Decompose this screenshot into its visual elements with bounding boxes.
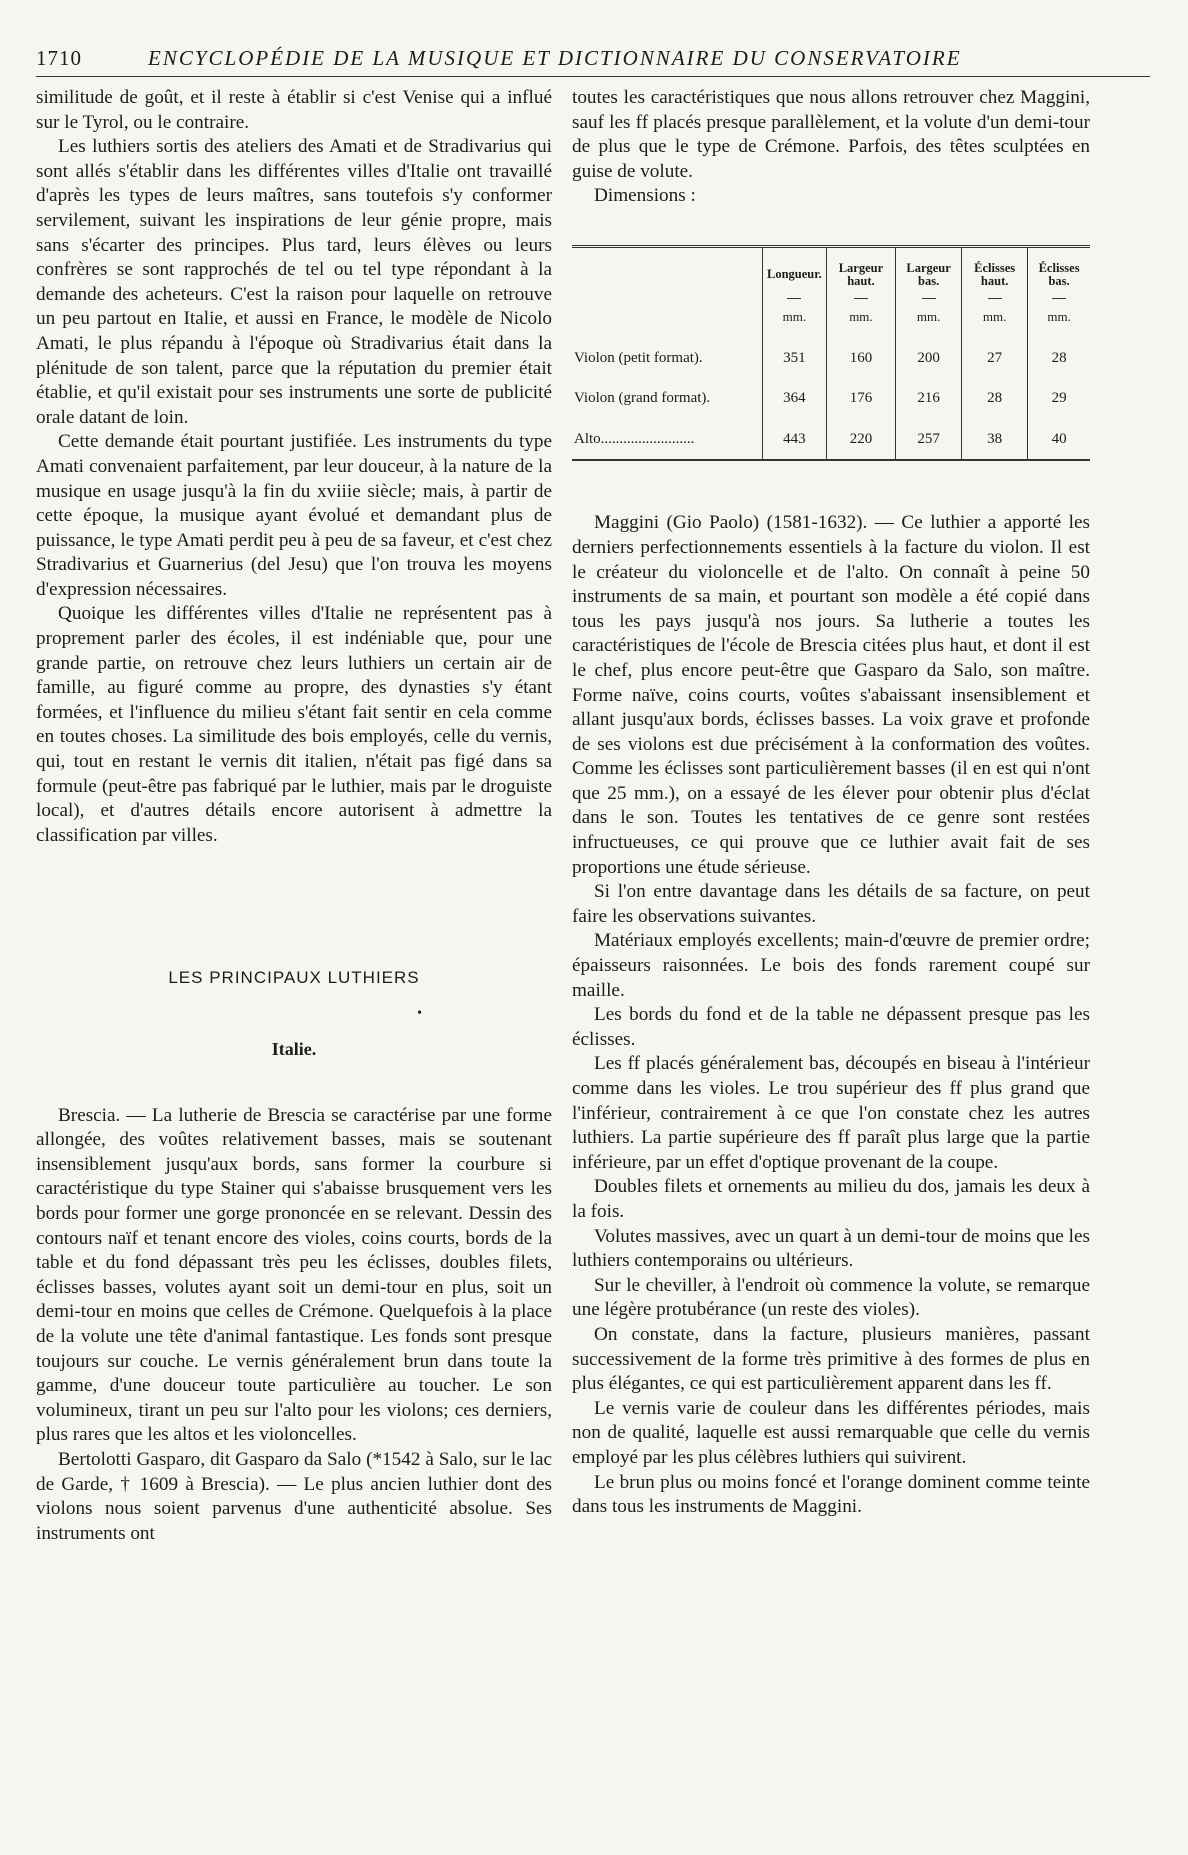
table-header-row — [572, 246, 1090, 292]
paragraph: Les bords du fond et de la table ne dépassent presque pas les éclisses. — [572, 1004, 1090, 1050]
unit-label: mm. — [1047, 308, 1071, 324]
row-label: Violon (petit format). — [574, 349, 703, 366]
paragraph: Les ff placés généralement bas, découpés en biseau à l'intérieur comme dans les violes. Le trou supérieur des ff plus grand que l'inférieur, contrairement à ce que l'on constate chez les autres luthiers. La partie supérieure des ff paraît plus large que la partie inférieure, par un effet d'optique provenant de la coupe. — [572, 1053, 1090, 1173]
page-number: 1710 — [36, 46, 82, 70]
table-cell: 443 — [763, 419, 827, 461]
paragraph: Brescia. — La lutherie de Brescia se caractérise par une forme allongée, des voûtes relativement basses, mais se soutenant insensiblement jusqu'aux bords, sans former la courbure si caractéristique du type Stainer qui s'abaisse brusquement vers les bords pour former une gorge prononcée en se relevant. Dessin des contours naïf et tenant encore des violes, coins courts, bords de la table et du fond dépassant très peu les éclisses, doubles filets, éclisses basses, volutes ayant soit un demi-tour en plus, soit un demi-tour en moins que celles de Crémone. Quelquefois à la place de la volute une tête d'animal fantastique. Les fonds sont presque toujours sur couche. Le vernis généralement brun dans toute la gamme, d'une douceur toute particulière au toucher. Le son volumineux, tirant un peu sur l'alto pour les violons; ces derniers, plus rares que les altos et les violoncelles. — [36, 1104, 552, 1446]
paragraph: Cette demande était pourtant justifiée. Les instruments du type Amati convenaient parfaitement, par leur douceur, à la nature de la musique en usage jusqu'à la fin du xviiie siècle; mais, à partir de cette époque, la musique ayant évolué et demandant plus de puissance, le type Amati perdit peu à peu de sa faveur, et c'est chez Stradivarius et Guarnerius (del Jesu) que l'on trouva les moyens d'expression nécessaires. — [36, 431, 552, 600]
table-cell — [826, 292, 895, 338]
table-cell: 351 — [763, 338, 827, 379]
table-header-cell: Éclisses haut. — [962, 246, 1028, 292]
table-header-cell: Largeur haut. — [826, 246, 895, 292]
table-cell: 29 — [1028, 378, 1090, 419]
table-cell: 200 — [896, 338, 962, 379]
running-title: ENCYCLOPÉDIE DE LA MUSIQUE ET DICTIONNAIRE DU CONSERVATOIRE — [148, 46, 962, 70]
unit-label: mm. — [916, 308, 941, 324]
paragraph: Sur le cheviller, à l'endroit où commence la volute, se remarque une légère protubérance (un reste des violes). — [572, 1274, 1090, 1321]
unit-label: mm. — [782, 308, 807, 324]
table-cell: 257 — [896, 419, 962, 461]
paragraph: toutes les caractéristiques que nous allons retrouver chez Maggini, sauf les ff placés presque parallèlement, et la volute d'un demi-tour de plus que le type de Crémone. Parfois, des têtes sculptées en guise de volute. — [572, 87, 1090, 182]
unit-label: mm. — [849, 308, 873, 324]
table-cell: 38 — [962, 419, 1028, 461]
row-label: Alto......................... — [574, 430, 695, 447]
table-row — [572, 419, 1090, 461]
table-cell: 160 — [826, 338, 895, 379]
paragraph: Les luthiers sortis des ateliers des Amati et de Stradivarius qui sont allés s'établir dans les différentes villes d'Italie ont travaillé d'après les types de leurs maîtres, sans toutefois s'y conformer servilement, suivant les inspirations de leur génie propre, mais sans s'écarter des principes. Plus tard, leurs élèves ou leurs confrères se sont rapprochés de tel ou tel type répondant à la demande des acheteurs. C'est la raison pour laquelle on retrouve un peu partout en Italie, et aussi en France, le modèle de Nicolo Amati, le plus répandu à l'époque où Stradivarius était dans la plénitude de son talent, parce que la réputation du premier était établie, et qu'il existait pour ses instruments une sorte de publicité orale datant de loin. — [36, 136, 552, 428]
table-cell: 28 — [962, 378, 1028, 419]
table-cell — [962, 292, 1028, 338]
table-header-cell: Largeur bas. — [896, 246, 962, 292]
dimensions-label: Dimensions : — [594, 185, 696, 207]
table-header-cell: Longueur. — [763, 246, 827, 292]
table-header-blank — [572, 246, 763, 292]
table-cell: 28 — [1028, 338, 1090, 379]
paragraph: Le brun plus ou moins foncé et l'orange dominent comme teinte dans tous les instruments de Maggini. — [572, 1471, 1090, 1518]
table-header-cell: Éclisses bas. — [1028, 246, 1090, 292]
paragraph: On constate, dans la facture, plusieurs manières, passant successivement de la forme très primitive à des formes de plus en plus élégantes, ce qui est particulièrement apparent dans les ff. — [572, 1323, 1090, 1395]
table-units-row — [572, 292, 1090, 338]
table-cell: 40 — [1028, 419, 1090, 461]
paragraph: Maggini (Gio Paolo) (1581-1632). — Ce luthier a apporté les derniers perfectionnements essentiels à la facture du violon. Il est le créateur du violoncelle et de l'alto. On connaît à peine 50 instruments de sa main, et pourtant son modèle a été copié dans tous les pays jusqu'à nos jours. Sa lutherie a toutes les caractéristiques de l'école de Brescia citées plus haut, et dont il est le chef, plus encore peut-être que Gasparo da Salo, son maître. Forme naïve, coins courts, voûtes s'abaissant insensiblement et allant jusqu'aux bords, éclisses basses. La voix grave et profonde de ses violons est due précisément à la conformation des voûtes. Comme les éclisses sont particulièrement basses (il en est qui n'ont que 25 mm.), on a essayé de les élever pour obtenir plus d'éclat dans le son. Toutes les tentatives de ce genre sont restées infructueuses, ce qui prouve que ce luthier avait fait de ses proportions une étude sérieuse. — [572, 512, 1090, 878]
maggini-section — [572, 511, 1090, 1519]
table-cell: 176 — [826, 378, 895, 419]
unit-label: mm. — [982, 308, 1007, 324]
table-cell — [896, 292, 962, 338]
dot-mark: • — [417, 1006, 422, 1021]
dimensions-table — [572, 245, 1090, 461]
row-label: Violon (grand format). — [574, 390, 711, 407]
table-cell: 216 — [896, 378, 962, 419]
table-cell — [763, 292, 827, 338]
table-row — [572, 378, 1090, 419]
table-cell — [572, 292, 763, 338]
paragraph: similitude de goût, et il reste à établir si c'est Venise qui a influé sur le Tyrol, ou le contraire. — [36, 87, 552, 133]
paragraph: Quoique les différentes villes d'Italie ne représentent pas à proprement parler des écoles, il est indéniable que, pour une grande partie, on retrouve chez leurs luthiers un certain air de famille, au figuré comme au propre, des dynasties s'y étant formées, et l'influence du milieu s'étant fait sentir en cela comme en toutes choses. La similitude des bois employés, celle du vernis, qui, tout en restant le vernis dit italien, n'était pas figé dans sa formule (peut-être pas fabriqué par le luthier, mais par le droguiste local), et d'autres détails encore autorisent à admettre la classification par villes. — [36, 603, 552, 846]
right-column — [572, 86, 1090, 1520]
table-cell: 27 — [962, 338, 1028, 379]
section-subtitle: Italie. — [271, 1039, 317, 1059]
section-title: LES PRINCIPAUX LUTHIERS — [168, 968, 420, 988]
paragraph: Le vernis varie de couleur dans les différentes périodes, mais non de qualité, laquelle est aussi remarquable que celle du vernis employé par les plus célèbres luthiers qui suivirent. — [572, 1397, 1090, 1468]
left-column — [36, 86, 552, 1546]
paragraph: Volutes massives, avec un quart à un demi-tour de moins que les luthiers contemporains ou ultérieurs. — [572, 1225, 1090, 1272]
table-cell: 364 — [763, 378, 827, 419]
page-header — [36, 42, 1150, 77]
paragraph: Matériaux employés excellents; main-d'œuvre de premier ordre; épaisseurs raisonnées. Le bois des fonds rarement coupé sur maille. — [572, 930, 1090, 1001]
paragraph: Bertolotti Gasparo, dit Gasparo da Salo (*1542 à Salo, sur le lac de Garde, † 1609 à Brescia). — Le plus ancien luthier dont des violons nous soient parvenus d'une authenticité absolue. Ses instruments ont — [36, 1448, 552, 1544]
table-row — [572, 338, 1090, 379]
table-cell: 220 — [826, 419, 895, 461]
paragraph: Si l'on entre davantage dans les détails de sa facture, on peut faire les observations suivantes. — [572, 881, 1090, 927]
paragraph: Doubles filets et ornements au milieu du dos, jamais les deux à la fois. — [572, 1176, 1090, 1222]
table-cell — [1028, 292, 1090, 338]
